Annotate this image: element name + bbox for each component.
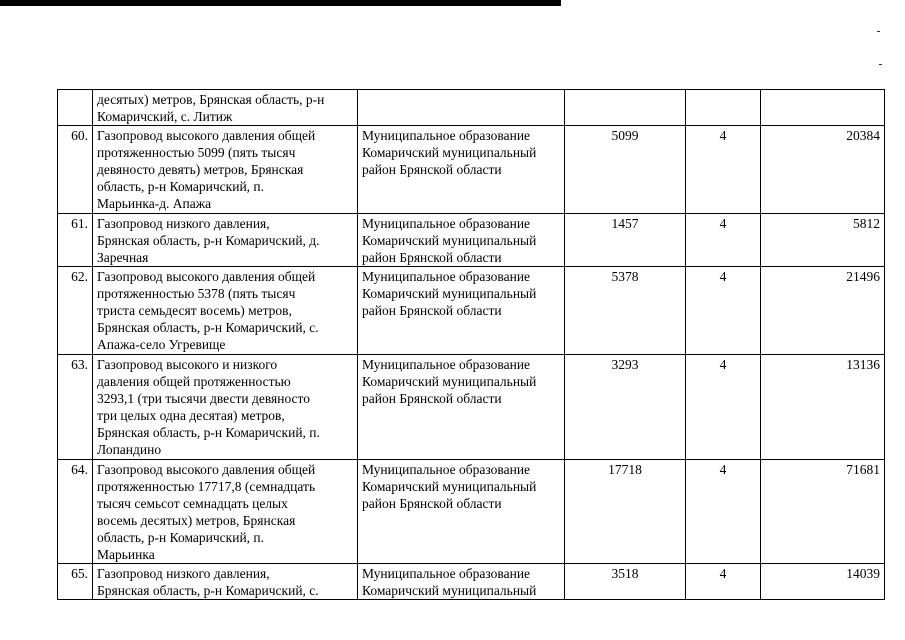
- length-cell: 5099: [565, 126, 686, 214]
- row-number-cell: 60.: [58, 126, 93, 214]
- code-cell: 4: [686, 355, 761, 460]
- value-cell: 21496: [761, 267, 885, 355]
- length-cell: 17718: [565, 460, 686, 564]
- table-row: [58, 267, 885, 355]
- owner-cell: Муниципальное образование Комаричский муниципальный район Брянской области: [358, 126, 565, 214]
- object-name-cell: десятых) метров, Брянская область, р-н Комаричский, с. Литиж: [93, 90, 358, 126]
- code-cell: 4: [686, 214, 761, 267]
- value-cell: [761, 90, 885, 126]
- value-cell: 20384: [761, 126, 885, 214]
- object-name-cell: Газопровод высокого и низкого давления общей протяженностью 3293,1 (три тысячи двести девяносто три целых одна десятая) метров, Брянская область, р-н Комаричский, п. Лопандино: [93, 355, 358, 460]
- table-row: [58, 460, 885, 564]
- scan-speck: [879, 64, 882, 65]
- object-name-text: Газопровод низкого давления, Брянская область, р-н Комаричский, с.: [97, 566, 319, 598]
- row-number-cell: 64.: [58, 460, 93, 564]
- row-number-cell: 61.: [58, 214, 93, 267]
- property-register-table: [57, 89, 885, 600]
- length-cell: [565, 90, 686, 126]
- length-cell: 3518: [565, 564, 686, 600]
- owner-cell: Муниципальное образование Комаричский муниципальный район Брянской области: [358, 214, 565, 267]
- owner-cell: Муниципальное образование Комаричский муниципальный район Брянской области: [358, 355, 565, 460]
- table-row: [58, 355, 885, 460]
- owner-cell: Муниципальное образование Комаричский муниципальный район Брянской области: [358, 267, 565, 355]
- object-name-cell: Газопровод высокого давления общей протяженностью 5099 (пять тысяч девяносто девять) метров, Брянская область, р-н Комаричский, п. Марьинка-д. Апажа: [93, 126, 358, 214]
- table-row: [58, 214, 885, 267]
- code-cell: 4: [686, 126, 761, 214]
- table-row: [58, 564, 885, 600]
- object-name-cell: Газопровод высокого давления общей протяженностью 5378 (пять тысяч триста семьдесят восемь) метров, Брянская область, р-н Комаричский, с. Апажа-село Угревище: [93, 267, 358, 355]
- length-cell: 1457: [565, 214, 686, 267]
- length-cell: 3293: [565, 355, 686, 460]
- row-number-cell: 63.: [58, 355, 93, 460]
- code-cell: 4: [686, 267, 761, 355]
- scan-speck: [877, 31, 880, 32]
- length-cell: 5378: [565, 267, 686, 355]
- value-cell: 71681: [761, 460, 885, 564]
- owner-cell: Муниципальное образование Комаричский муниципальный район Брянской области: [358, 460, 565, 564]
- code-cell: 4: [686, 564, 761, 600]
- object-name-cell: [93, 564, 358, 600]
- row-number-cell: 65.: [58, 564, 93, 600]
- code-cell: 4: [686, 460, 761, 564]
- owner-cell: [358, 90, 565, 126]
- code-cell: [686, 90, 761, 126]
- owner-text: Муниципальное образование Комаричский муниципальный: [362, 566, 537, 598]
- row-number-cell: 62.: [58, 267, 93, 355]
- top-scan-rule: [0, 0, 561, 6]
- owner-cell: [358, 564, 565, 600]
- value-cell: 14039: [761, 564, 885, 600]
- object-name-cell: Газопровод низкого давления, Брянская область, р-н Комаричский, д. Заречная: [93, 214, 358, 267]
- table-row: [58, 126, 885, 214]
- table-row: [58, 90, 885, 126]
- value-cell: 5812: [761, 214, 885, 267]
- row-number-cell: [58, 90, 93, 126]
- object-name-cell: Газопровод высокого давления общей протяженностью 17717,8 (семнадцать тысяч семьсот семнадцать целых восемь десятых) метров, Брянская область, р-н Комаричский, п. Марьинка: [93, 460, 358, 564]
- value-cell: 13136: [761, 355, 885, 460]
